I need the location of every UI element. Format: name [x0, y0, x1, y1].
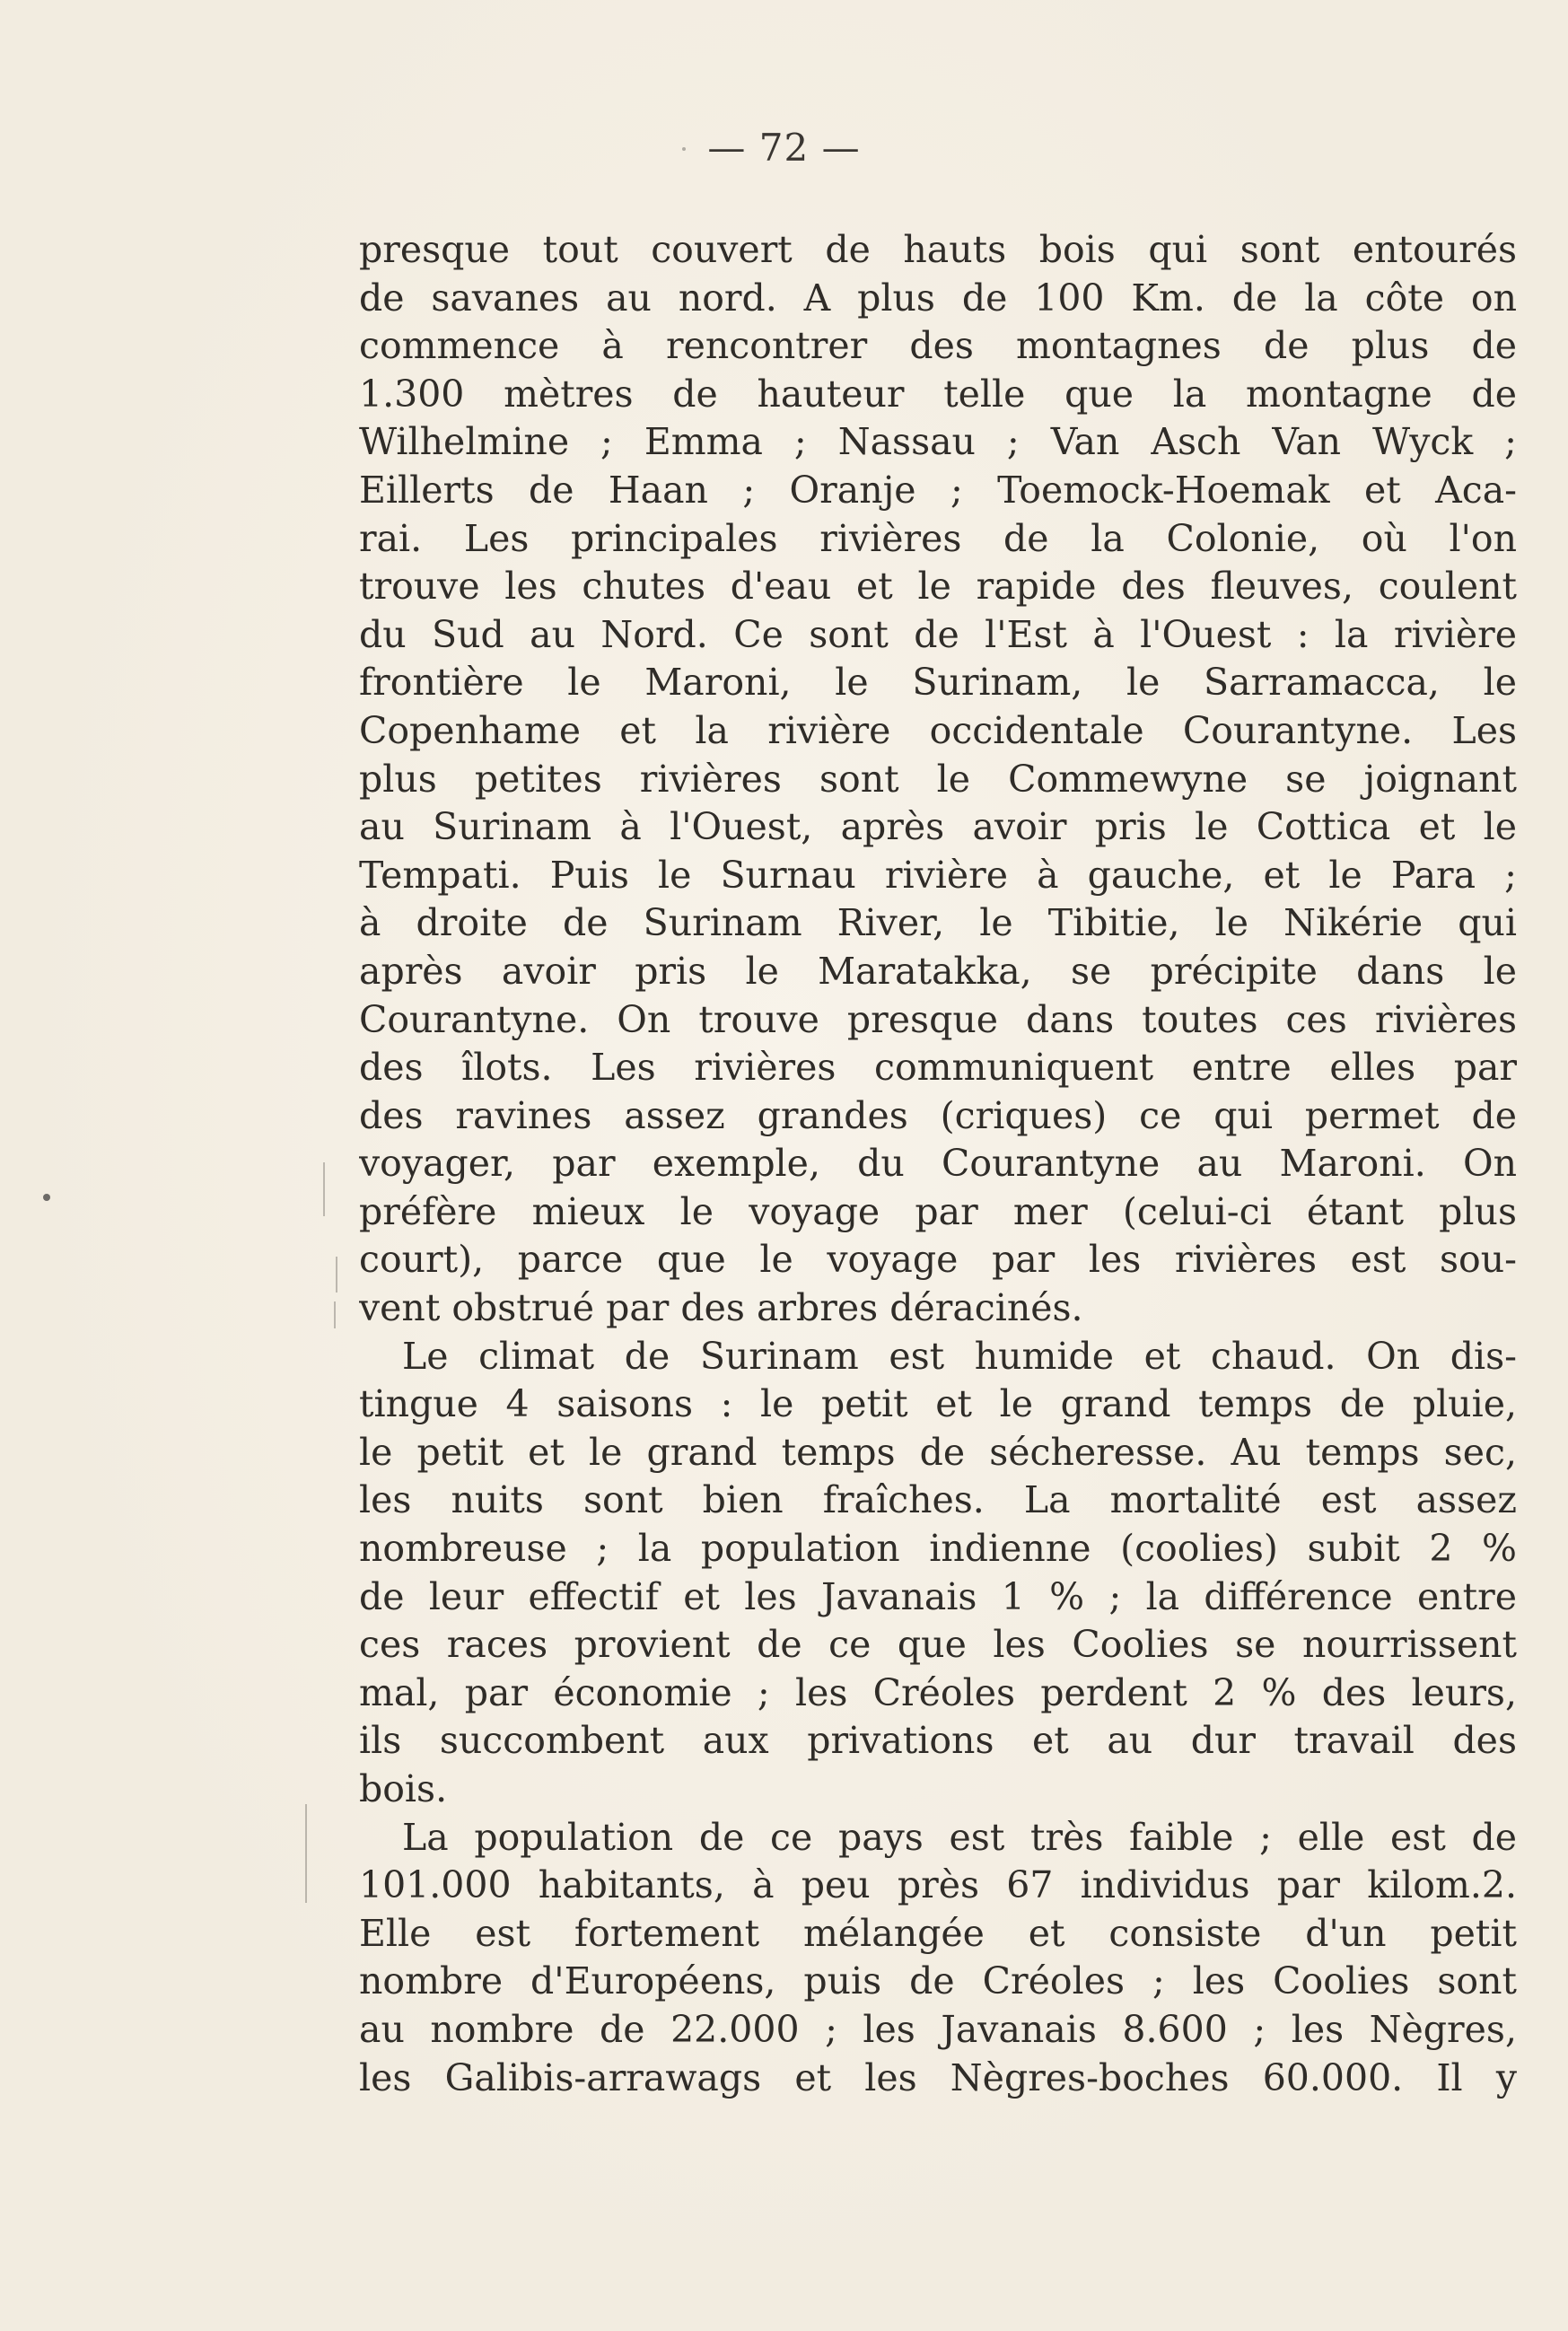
- text-line-23: vent obstrué par des arbres déracinés.: [359, 1286, 1083, 1330]
- scan-speck: [682, 147, 686, 151]
- text-line-35: 101.000 habitants, à peu près 67 individus par kilom.2.: [359, 1863, 1517, 1907]
- text-line-4: 1.300 mètres de hauteur telle que la montagne de: [359, 372, 1517, 416]
- text-line-19: des ravines assez grandes (criques) ce qui permet de: [359, 1093, 1517, 1137]
- text-line-29: de leur effectif et les Javanais 1 % ; la différence entre: [359, 1574, 1517, 1618]
- text-line-21: préfère mieux le voyage par mer (celui-ci étant plus: [359, 1189, 1517, 1233]
- text-line-27: les nuits sont bien fraîches. La mortalité est assez: [359, 1478, 1517, 1522]
- body-text: [359, 226, 1517, 2102]
- text-line-5: Wilhelmine ; Emma ; Nassau ; Van Asch Van Wyck ;: [359, 420, 1517, 464]
- text-line-16: après avoir pris le Maratakka, se précipite dans le: [359, 949, 1517, 993]
- text-line-33: bois.: [359, 1767, 448, 1810]
- text-line-37: nombre d'Européens, puis de Créoles ; les Coolies sont: [359, 1959, 1517, 2003]
- text-line-26: le petit et le grand temps de sécheresse. Au temps sec,: [359, 1430, 1517, 1474]
- text-line-10: frontière le Maroni, le Surinam, le Sarramacca, le: [359, 661, 1517, 705]
- text-line-8: trouve les chutes d'eau et le rapide des fleuves, coulent: [359, 565, 1517, 609]
- text-line-31: mal, par économie ; les Créoles perdent 2 % des leurs,: [359, 1670, 1517, 1714]
- scan-speck: [43, 1194, 50, 1201]
- text-line-28: nombreuse ; la population indienne (coolies) subit 2 %: [359, 1527, 1517, 1571]
- text-line-32: ils succombent aux privations et au dur travail des: [359, 1719, 1517, 1763]
- text-line-3: commence à rencontrer des montagnes de plus de: [359, 324, 1517, 368]
- margin-mark: [336, 1257, 337, 1293]
- margin-mark: [305, 1804, 307, 1903]
- text-line-24: Le climat de Surinam est humide et chaud. On dis-: [402, 1334, 1517, 1378]
- text-line-25: tingue 4 saisons : le petit et le grand temps de pluie,: [359, 1382, 1517, 1426]
- text-line-38: au nombre de 22.000 ; les Javanais 8.600 ; les Nègres,: [359, 2007, 1517, 2051]
- text-line-39: les Galibis-arrawags et les Nègres-boches 60.000. Il y: [359, 2055, 1517, 2099]
- text-line-11: Copenhame et la rivière occidentale Courantyne. Les: [359, 708, 1517, 752]
- text-line-14: Tempati. Puis le Surnau rivière à gauche, et le Para ;: [359, 853, 1517, 897]
- text-line-20: voyager, par exemple, du Courantyne au Maroni. On: [359, 1142, 1517, 1186]
- text-line-7: rai. Les principales rivières de la Colonie, où l'on: [359, 516, 1517, 560]
- text-line-36: Elle est fortement mélangée et consiste d'un petit: [359, 1911, 1517, 1955]
- text-line-18: des îlots. Les rivières communiquent entre elles par: [359, 1046, 1517, 1090]
- text-line-15: à droite de Surinam River, le Tibitie, le Nikérie qui: [359, 901, 1517, 945]
- margin-mark: [334, 1301, 336, 1328]
- page-number: — 72 —: [707, 126, 861, 170]
- text-line-22: court), parce que le voyage par les rivières est sou-: [359, 1238, 1517, 1282]
- text-line-6: Eillerts de Haan ; Oranje ; Toemock-Hoemak et Aca-: [359, 468, 1517, 512]
- text-line-9: du Sud au Nord. Ce sont de l'Est à l'Ouest : la rivière: [359, 612, 1517, 656]
- text-line-1: presque tout couvert de hauts bois qui sont entourés: [359, 228, 1517, 271]
- margin-mark: [323, 1162, 325, 1216]
- text-line-17: Courantyne. On trouve presque dans toutes ces rivières: [359, 997, 1517, 1041]
- text-line-12: plus petites rivières sont le Commewyne se joignant: [359, 757, 1517, 801]
- text-line-30: ces races provient de ce que les Coolies se nourrissent: [359, 1623, 1517, 1667]
- text-line-2: de savanes au nord. A plus de 100 Km. de la côte on: [359, 276, 1517, 320]
- text-line-34: La population de ce pays est très faible ; elle est de: [402, 1815, 1517, 1859]
- text-line-13: au Surinam à l'Ouest, après avoir pris le Cottica et le: [359, 805, 1517, 849]
